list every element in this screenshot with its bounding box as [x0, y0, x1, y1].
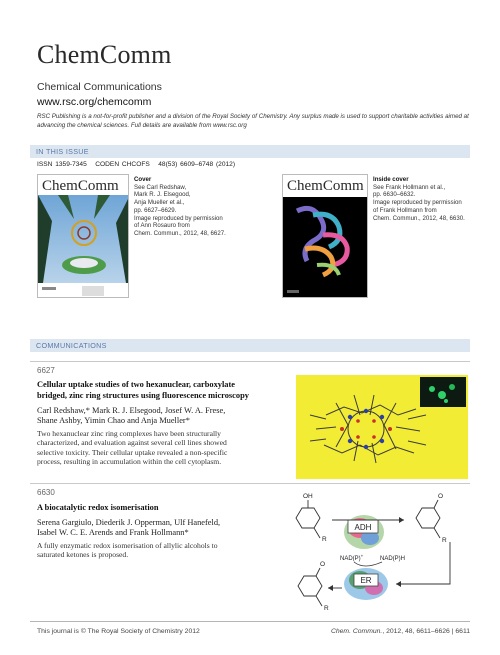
cover-mini-title: ChemComm: [42, 178, 119, 194]
volume-info: 48(53) 6609–6748 (2012): [158, 161, 236, 168]
inside-cover-mini-title: ChemComm: [287, 178, 364, 194]
footer-rule: [30, 621, 470, 622]
footer-journal-abbrev: Chem. Commun.: [330, 628, 383, 635]
inside-cover-image: [282, 174, 368, 298]
journal-subtitle: Chemical Communications: [37, 81, 162, 93]
article-authors: [37, 406, 225, 427]
article-divider: [30, 483, 470, 484]
inside-cover-heading: Inside cover: [373, 176, 409, 183]
communications-heading: COMMUNICATIONS: [30, 339, 470, 352]
cover-image: [37, 174, 129, 298]
cover-caption-line: of Ann Rosauro from: [134, 222, 190, 230]
cover-caption-line: See Carl Redshaw,: [134, 183, 187, 191]
inside-cover-caption-line: Image reproduced by permission: [373, 199, 462, 207]
inside-cover-caption-line: pp. 6630–6632.: [373, 191, 416, 199]
coden: CODEN CHCOFS: [95, 161, 150, 168]
article-title-line: A biocatalytic redox isomerisation: [37, 503, 159, 512]
journal-title: ChemComm: [37, 40, 172, 69]
nadph-label: NAD(P)H: [380, 556, 405, 562]
cover-caption: [134, 176, 254, 238]
cover-caption-line: Mark R. J. Elsegood,: [134, 191, 191, 199]
r-label-1: R: [322, 536, 327, 543]
in-this-issue-heading: IN THIS ISSUE: [30, 145, 470, 158]
redox-scheme-illustration: [292, 488, 470, 616]
article-abstract: [37, 541, 218, 560]
article-title-line: Cellular uptake studies of two hexanuclear, carboxylate: [37, 380, 235, 389]
article-authors: [37, 518, 220, 539]
er-label: ER: [360, 576, 372, 585]
footer-copyright: This journal is © The Royal Society of Chemistry 2012: [37, 628, 200, 635]
r-label-2: R: [442, 537, 447, 544]
issn: ISSN 1359-7345: [37, 161, 87, 168]
article-graphic-redox-scheme: [292, 488, 470, 616]
footer-page-range: , 2012, 48, 6611–6626 | 6611: [382, 628, 470, 635]
zinc-ring-illustration: [296, 375, 468, 479]
article-author-line: Shane Ashby, Yimin Chao and Anja Mueller*: [37, 416, 190, 426]
r-label-3: R: [324, 605, 329, 612]
article-abstract-line: saturated ketones is proposed.: [37, 550, 129, 560]
article-divider: [30, 361, 470, 362]
article-page-number: 6630: [37, 488, 55, 497]
cover-caption-line: Chem. Commun., 2012, 48, 6627.: [134, 229, 226, 237]
publisher-note: RSC Publishing is a not-for-profit publisher and a division of the Royal Society of Chemistry. Any surplus made is used to support charitable activities aimed at advancing the chemical sciences. Full details are available from www.rsc.org: [37, 113, 469, 129]
article-abstract-line: process, resulting in accumulation within the cell cytoplasm.: [37, 456, 222, 466]
adh-label: ADH: [354, 523, 372, 532]
cover-caption-line: pp. 6627–6629.: [134, 206, 177, 214]
article-abstract: [37, 429, 227, 466]
article-author-line: Serena Gargiulo, Diederik J. Opperman, Ulf Hanefeld,: [37, 518, 221, 527]
article-abstract-line: A fully enzymatic redox isomerisation of allylic alcohols to: [37, 541, 218, 550]
inside-cover-caption-line: of Frank Hollmann from: [373, 206, 437, 214]
article-title[interactable]: [37, 503, 159, 514]
article-abstract-line: selective toxicity. Their cellular uptake revealed a non-specific: [37, 447, 228, 457]
inside-cover-caption: [373, 176, 483, 222]
footer-citation: [331, 628, 470, 635]
nadp-label: NAD(P)+: [340, 553, 364, 562]
article-abstract-line: Two hexanuclear zinc ring complexes have been structurally: [37, 429, 221, 438]
article-title-line: bridged, zinc ring structures using fluorescence microscopy: [37, 390, 249, 400]
oh-label: OH: [303, 493, 313, 500]
article-title[interactable]: [37, 380, 249, 401]
inside-cover-caption-line: Chem. Commun., 2012, 48, 6630.: [373, 214, 465, 222]
o-label-1: O: [438, 493, 444, 500]
o-label-2: O: [320, 561, 326, 568]
cover-caption-line: Image reproduced by permission: [134, 214, 223, 222]
cover-heading: Cover: [134, 176, 152, 183]
article-abstract-line: characterized, and evaluation against several cell lines showed: [37, 438, 227, 448]
cover-caption-line: Anja Mueller et al.,: [134, 199, 185, 207]
issn-line: [37, 161, 235, 168]
article-author-line: Isabel W. C. E. Arends and Frank Hollmann*: [37, 528, 189, 538]
journal-url[interactable]: www.rsc.org/chemcomm: [37, 96, 152, 108]
article-author-line: Carl Redshaw,* Mark R. J. Elsegood, Josef W. A. Frese,: [37, 406, 226, 415]
article-page-number: 6627: [37, 366, 55, 375]
inside-cover-caption-line: See Frank Hollmann et al.,: [373, 183, 446, 191]
article-graphic-zinc-ring: [296, 375, 468, 479]
